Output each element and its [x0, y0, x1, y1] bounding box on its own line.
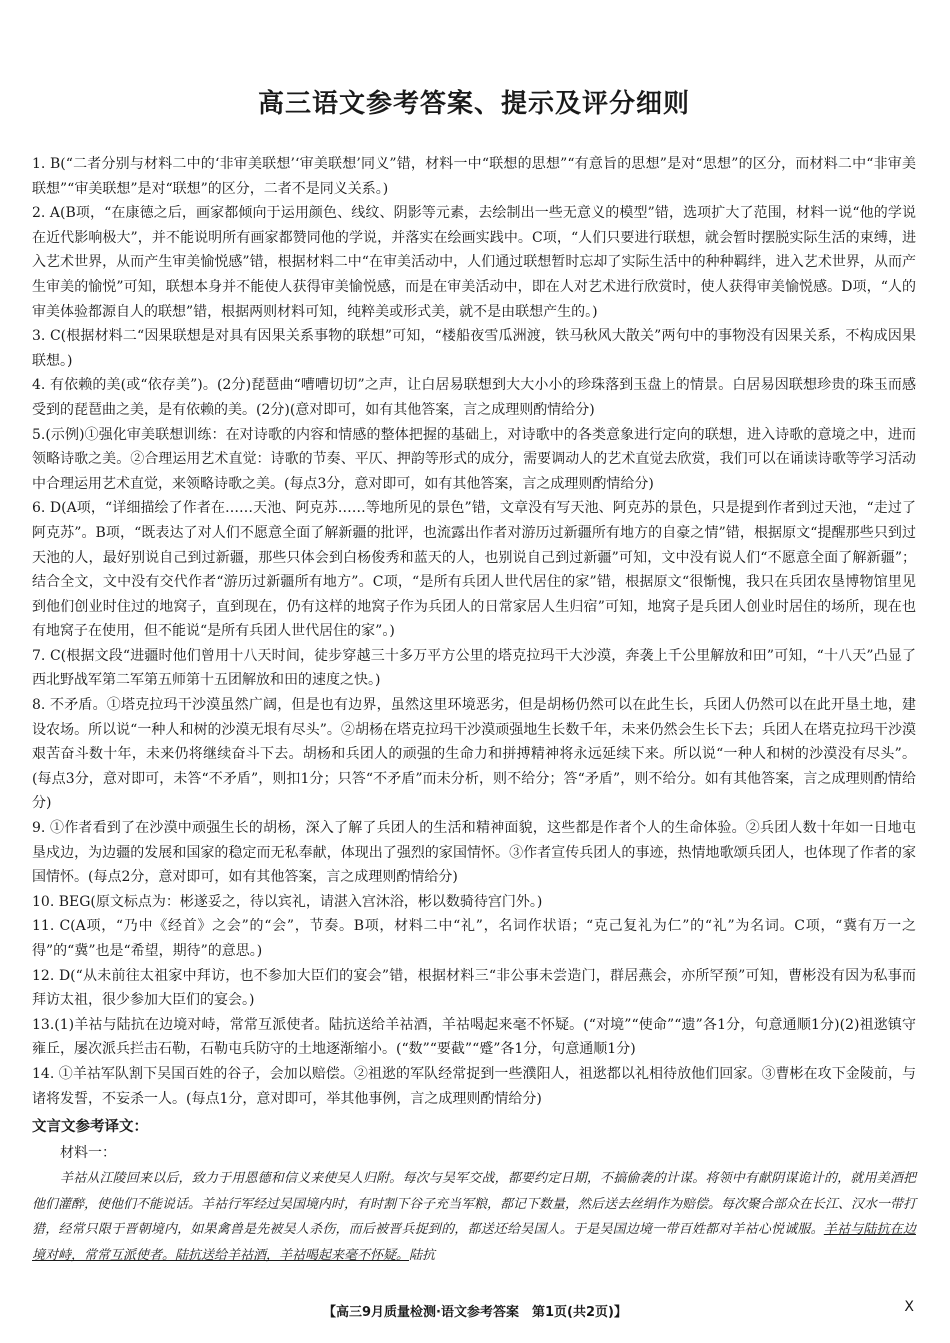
answer-item-11: 11. C(A项，“乃中《经首》之会”的“会”，节奏。B项，材料二中“礼”，名词作状语；“克己复礼为仁”的“礼”为名词。C项，“冀有万一之得”的“冀”也是“希望，期待”的意思。) — [32, 918, 916, 959]
answer-item-1: 1. B(“二者分别与材料二中的‘非审美联想’‘审美联想’同义”错，材料一中“联想的思想”“有意旨的思想”是对“思想”的区分，而材料二中“非审美联想”“审美联想”是对“联想”的区分，二者不是同义关系。) — [32, 156, 916, 197]
translation-underlined-sentence: 羊祜与陆抗在边境对峙，常常互派使者。陆抗送给羊祜酒，羊祜喝起来毫不怀疑。 — [32, 1222, 916, 1263]
page-footer: 【高三9月质量检测·语文参考答案 第1页(共2页)】 — [323, 1305, 627, 1320]
answer-item-14: 14. ①羊祜军队割下吴国百姓的谷子，会加以赔偿。②祖逖的军队经常捉到一些濮阳人，祖逖都以礼相待放他们回家。③曹彬在攻下金陵前，与诸将发誓，不妄杀一人。(每点1分，意对即可，举其他事例，言之成理则酌情给分) — [32, 1065, 916, 1107]
answer-item-10: 10. BEG(原文标点为：彬遂妥之，待以宾礼，请湛入宫沐浴，彬以数骑待宫门外。) — [32, 893, 543, 910]
answer-item-7: 7. C(根据文段“进疆时他们曾用十八天时间，徒步穿越三十多万平方公里的塔克拉玛干大沙漠，奔袭上千公里解放和田”可知，“十八天”凸显了西北野战军第二军第五师第十五团解放和田的速度之快。) — [32, 647, 916, 689]
translation-paragraph — [32, 1166, 916, 1268]
answer-list — [32, 152, 916, 1111]
answer-item-2: 2. A(B项，“在康德之后，画家都倾向于运用颜色、线纹、阴影等元素，去绘制出一些无意义的模型”错，选项扩大了范围，材料一说“他的学说在近代影响极大”，并不能说明所有画家都赞同他的学说，并落实在绘画实践中。C项，“人们只要进行联想，就会暂时摆脱实际生活的束缚，进入艺术世界，从而产生审美愉悦感”错，根据材料二中“在审美活动中，人们通过联想暂时忘却了实际生活中的种种羁绊，进入艺术世界，从而产生审美的愉悦”可知，联想本身并不能使人获得审美愉悦感，而是在审美活动中，即在人对艺术进行欣赏时，使人获得审美愉悦感。D项，“人的审美体验都源自人的联想”错，根据两则材料可知，纯粹美或形式美，就不是由联想产生的。) — [32, 205, 916, 320]
answer-item-9: 9. ①作者看到了在沙漠中顽强生长的胡杨，深入了解了兵团人的生活和精神面貌，这些都是作者个人的生命体验。②兵团人数十年如一日地屯垦戍边，为边疆的发展和国家的稳定而无私奉献，体现出了强烈的家国情怀。③作者宣传兵团人的事迹，热情地歌颂兵团人，也体现了作者的家国情怀。(每点2分，意对即可，如有其他答案，言之成理则酌情给分) — [32, 820, 916, 886]
answer-item-5: 5.(示例)①强化审美联想训练：在对诗歌的内容和情感的整体把握的基础上，对诗歌中的各类意象进行定向的联想，进入诗歌的意境之中，进而领略诗歌之美。②合理运用艺术直觉：诗歌的节奏、平仄、押韵等形式的成分，需要调动人的艺术直觉去欣赏，我们可以在诵读诗歌等学习活动中合理运用艺术直觉，来领略诗歌之美。(每点3分，意对即可，如有其他答案，言之成理则酌情给分) — [32, 426, 916, 492]
material-one-heading: 材料一： — [60, 1145, 116, 1162]
translation-tail: 陆抗 — [409, 1247, 436, 1263]
answer-item-13: 13.(1)羊祜与陆抗在边境对峙，常常互派使者。陆抗送给羊祜酒，羊祜喝起来毫不怀疑。(“对境”“使命”“遗”各1分，句意通顺1分)(2)祖逖镇守雍丘，屡次派兵拦击石勒，石勒屯兵防守的土地逐渐缩小。(“数”“要截”“蹙”各1分，句意通顺1分) — [32, 1016, 916, 1058]
answer-item-3: 3. C(根据材料二“因果联想是对具有因果关系事物的联想”可知，“楼船夜雪瓜洲渡，铁马秋风大散关”两句中的事物没有因果关系，不构成因果联想。) — [32, 328, 916, 369]
translation-text: 羊祜从江陵回来以后，致力于用恩德和信义来使吴人归附。每次与吴军交战，都要约定日期，不搞偷袭的计谋。将领中有献阴谋诡计的，就用美酒把他们灌醉，使他们不能说话。羊祜行军经过吴国境内时，有时割下谷子充当军粮，都记下数量，然后送去丝绢作为赔偿。每次聚合部众在长江、汉水一带打猎，经常只限于晋朝境内，如果禽兽是先被吴人杀伤，而后被晋兵捉到的，都送还给吴国人。于是吴国边境一带百姓都对羊祜心悦诚服。 — [32, 1171, 917, 1238]
answer-item-4: 4. 有依赖的美(或“依存美”)。(2分)琵琶曲“嘈嘈切切”之声，让白居易联想到大大小小的珍珠落到玉盘上的情景。白居易因联想珍贵的珠玉而感受到的琵琶曲之美，是有依赖的美。(2分)(意对即可，如有其他答案，言之成理则酌情给分) — [32, 377, 916, 418]
answer-item-12: 12. D(“从未前往太祖家中拜访，也不参加大臣们的宴会”错，根据材料三“非公事未尝造门，群居燕会，亦所罕预”可知，曹彬没有因为私事而拜访太祖，很少参加大臣们的宴会。) — [32, 967, 916, 1009]
answer-item-8: 8. 不矛盾。①塔克拉玛干沙漠虽然广阔，但是也有边界，虽然这里环境恶劣，但是胡杨仍然可以在此生长，兵团人仍然可以在此开垦土地，建设农场。所以说“一种人和树的沙漠无垠有尽头”。②胡杨在塔克拉玛干沙漠顽强地生长数千年，未来仍然会生长下去；兵团人在塔克拉玛干沙漠艰苦奋斗数十年，未来仍将继续奋斗下去。胡杨和兵团人的顽强的生命力和拼搏精神将永远延续下来。所以说“一种人和树的沙漠没有尽头”。(每点3分，意对即可，未答“不矛盾”，则扣1分；只答“不矛盾”而未分析，则不给分；答“矛盾”，则不给分。如有其他答案，言之成理则酌情给分) — [32, 697, 916, 812]
answer-item-6: 6. D(A项，“详细描绘了作者在……天池、阿克苏……等地所见的景色”错，文章没有写天池、阿克苏的景色，只是提到作者到过天池，“走过了阿克苏”。B项，“既表达了对人们不愿意全面了解新疆的批评，也流露出作者对游历过新疆所有地方的自豪之情”错，根据原文“提醒那些只到过天池的人，最好别说自己到过新疆，那些只体会到白杨俊秀和蓝天的人，也别说自己到过新疆”可知，文中没有说人们“不愿意全面了解新疆”；结合全文，文中没有交代作者“游历过新疆所有地方”。C项，“是所有兵团人世代居住的家”错，根据原文“很惭愧，我只在兵团农垦博物馆里见到他们创业时住过的地窝子，直到现在，仍有这样的地窝子作为兵团人的日常家居人生归宿”可知，地窝子是兵团人创业时居住的场所，现在也有地窝子在使用，但不能说“是所有兵团人世代居住的家”。) — [32, 500, 916, 640]
translation-heading: 文言文参考译文： — [32, 1118, 148, 1136]
footer-mark: X — [904, 1299, 914, 1315]
page-title: 高三语文参考答案、提示及评分细则 — [257, 89, 690, 119]
